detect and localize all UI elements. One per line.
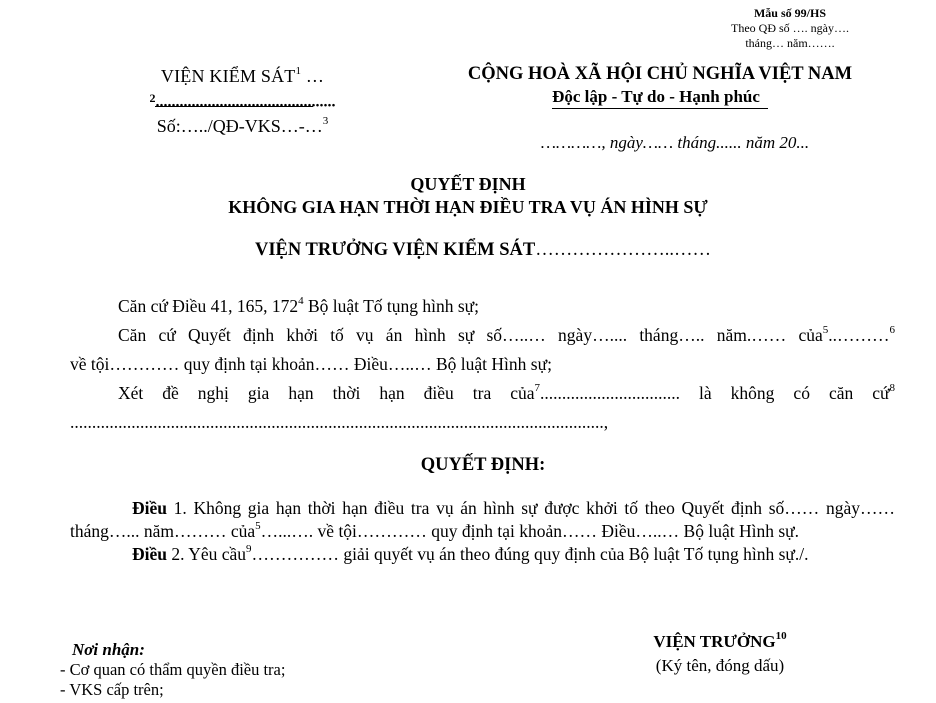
issuer-line: VIỆN TRƯỞNG VIỆN KIỂM SÁT…………………..……: [254, 240, 712, 260]
footnote-ref: 1: [295, 65, 302, 77]
articles: [70, 497, 895, 566]
footnote-ref: 3: [322, 115, 329, 128]
consideration-cont: ..........................................................................................................................,: [70, 412, 609, 432]
consideration: Xét đề nghị gia hạn thời hạn điều tra của$^7$................................ là không có căn cứ$^8$: [118, 382, 895, 403]
document-number: Số:…../QĐ-VKS…-…$^3$: [156, 115, 329, 137]
recipients-label: Nơi nhận:: [72, 640, 145, 659]
form-code: Mẫu số 99/HS: [753, 6, 826, 20]
recipient-item: - Cơ quan có thẩm quyền điều tra;: [60, 660, 286, 679]
legal-basis-1: Căn cứ Điều 41, 165, $172^4$ Bộ luật Tố tụng hình sự;: [118, 295, 480, 316]
document-title: [0, 173, 936, 219]
recipients-block: [60, 640, 285, 700]
national-header: [440, 62, 880, 153]
article-2: Điều 2. Yêu cầu$^9$…………… giải quyết vụ án theo đúng quy định của Bộ luật Tố tụng hình sự./.: [132, 543, 809, 564]
title-line-1: QUYẾT ĐỊNH: [410, 174, 526, 194]
recipient-item: - VKS cấp trên;: [60, 680, 164, 699]
national-motto: Độc lập - Tự do - Hạnh phúc: [552, 86, 768, 109]
sub-agency-blank: $^2$.............................................: [149, 91, 336, 111]
decision-heading: QUYẾT ĐỊNH:: [420, 455, 546, 475]
header-underline: [155, 106, 313, 107]
nation-name: CỘNG HOÀ XÃ HỘI CHỦ NGHĨA VIỆT NAM: [467, 64, 853, 84]
article-1: Điều 1. Không gia hạn thời hạn điều tra vụ án hình sự được khởi tố theo Quyết định số…… ngày…… tháng…... năm……… của$^5$…...…. về tội………… quy định tại khoản…… Điều…..… Bộ luật Hình sự.: [70, 498, 895, 541]
legal-basis-2-cont: về tội………… quy định tại khoản…… Điều…..… Bộ luật Hình sự;: [70, 354, 552, 374]
footnote-ref: 2: [149, 91, 156, 105]
form-reference-line-1: Theo QĐ số …. ngày….: [731, 21, 849, 35]
signature-block: [620, 630, 820, 678]
form-number-block: [700, 6, 880, 51]
issuing-agency-header: [100, 64, 385, 138]
title-line-2: KHÔNG GIA HẠN THỜI HẠN ĐIỀU TRA VỤ ÁN HÌNH SỰ: [228, 197, 708, 217]
signature-instruction: (Ký tên, đóng dấu): [655, 656, 785, 675]
legal-basis-2: Căn cứ Quyết định khởi tố vụ án hình sự số…..… ngày….... tháng….. năm.…… của$^5$..………$^6$: [118, 324, 895, 345]
agency-name: VIỆN KIỂM SÁT$^1$ …: [160, 65, 325, 86]
preamble: [70, 292, 895, 437]
signer-role: VIỆN TRƯỞNG$^{10}$: [653, 630, 787, 651]
place-and-date: …………, ngày…… tháng...... năm 20...: [540, 133, 810, 152]
form-reference-line-2: tháng… năm…….: [745, 36, 835, 50]
